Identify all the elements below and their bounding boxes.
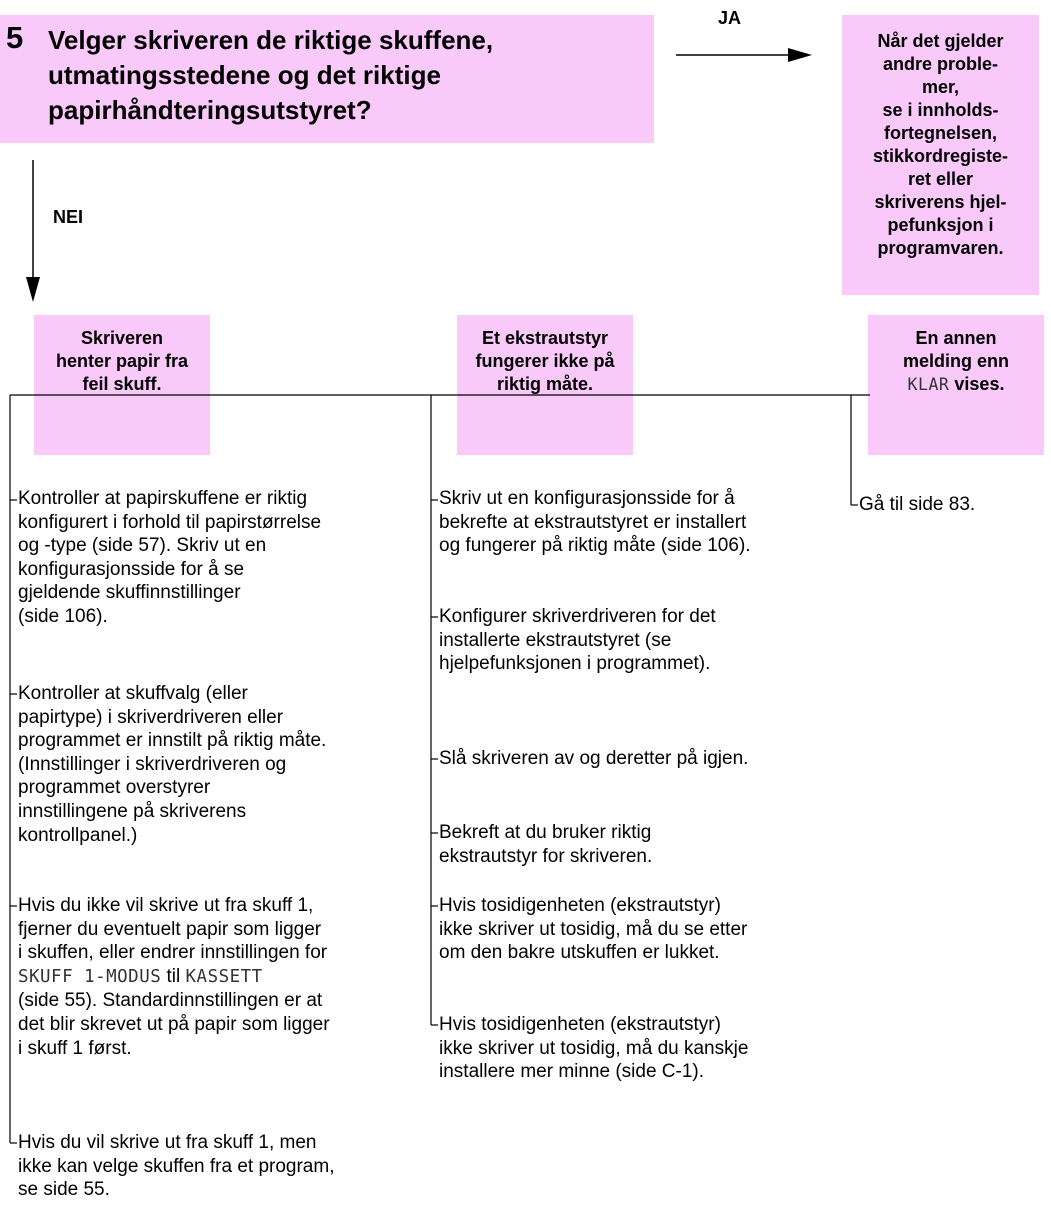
item-line: Konfigurer skriverdriveren for det bbox=[439, 606, 716, 627]
branch-title-line: melding enn bbox=[902, 351, 1009, 371]
item-line: kontrollpanel.) bbox=[18, 824, 138, 846]
item-config-page bbox=[439, 487, 751, 558]
status-code: KLAR bbox=[907, 375, 950, 394]
item-line: hjelpefunksjonen i programmet). bbox=[439, 653, 711, 675]
item-line: konfigurert i forhold til papirstørrelse bbox=[18, 511, 322, 533]
branch-title-line: fungerer ikke på bbox=[475, 351, 615, 371]
item-line: Gå til side 83. bbox=[859, 494, 976, 515]
item-line: (side 55). Standardinnstillingen er at bbox=[18, 990, 323, 1012]
item-line: gjeldende skuffinnstillinger bbox=[18, 582, 241, 604]
branch-title-line: feil skuff. bbox=[82, 374, 162, 394]
item-line: konfigurasjonsside for å se bbox=[18, 558, 245, 580]
yes-line: mer, bbox=[921, 77, 960, 97]
item-line: Hvis du vil skrive ut fra skuff 1, men bbox=[18, 1132, 317, 1153]
title-suffix: vises. bbox=[954, 374, 1005, 394]
item-line: og -type (side 57). Skriv ut en bbox=[18, 535, 267, 557]
branch-title-line: Et ekstrautstyr bbox=[481, 328, 609, 348]
yes-arrowhead bbox=[788, 48, 812, 62]
item-line: ikke skriver ut tosidig, må du se etter bbox=[439, 918, 748, 940]
item-line: se side 55. bbox=[18, 1179, 110, 1201]
item-line: i skuffen, eller endrer innstillingen for bbox=[18, 942, 328, 964]
yes-line: ret eller bbox=[907, 169, 974, 189]
item-line: (side 106). bbox=[18, 605, 108, 627]
item-line: ekstrautstyr for skriveren. bbox=[439, 845, 653, 867]
item-line: Slå skriveren av og deretter på igjen. bbox=[439, 748, 749, 769]
cassette-setting: KASSETT bbox=[185, 966, 263, 987]
yes-line: skriverens hjel- bbox=[874, 192, 1007, 212]
no-label: NEI bbox=[53, 207, 84, 227]
item-line: Bekreft at du bruker riktig bbox=[439, 822, 652, 843]
item-driver-config bbox=[439, 605, 716, 676]
yes-line: pefunksjon i bbox=[887, 215, 994, 235]
item-line: Kontroller at papirskuffene er riktig bbox=[18, 488, 308, 509]
item-tray1-mode bbox=[18, 894, 330, 1060]
item-line: (Innstillinger i skriverdriveren og bbox=[18, 753, 287, 775]
item-tray-select bbox=[18, 682, 326, 847]
yes-line: Når det gjelder bbox=[877, 31, 1004, 51]
item-tray1-program bbox=[18, 1131, 334, 1202]
item-line: innstillingene på skriverens bbox=[18, 800, 247, 822]
yes-line: se i innholds- bbox=[882, 100, 999, 120]
item-line: ikke kan velge skuffen fra et program, bbox=[18, 1155, 335, 1177]
item-line: papirtype) i skriverdriveren eller bbox=[18, 706, 284, 728]
item-duplex-memory bbox=[439, 1013, 748, 1084]
item-line: i skuff 1 først. bbox=[18, 1037, 132, 1059]
item-line: Hvis tosidigenheten (ekstrautstyr) bbox=[439, 1014, 721, 1035]
item-line: programmet overstyrer bbox=[18, 777, 211, 799]
item-line: programmet er innstilt på riktig måte. bbox=[18, 730, 327, 752]
yes-line: programvaren. bbox=[877, 238, 1004, 258]
question-line: Velger skriveren de riktige skuffene, bbox=[48, 25, 494, 55]
item-correct-accessory bbox=[439, 821, 652, 868]
item-word: til bbox=[166, 965, 181, 987]
item-line: Skriv ut en konfigurasjonsside for å bbox=[439, 488, 735, 509]
item-line: Kontroller at skuffvalg (eller bbox=[18, 683, 248, 704]
branch-title-line: henter papir fra bbox=[55, 351, 189, 371]
question-line: papirhåndteringsutstyret? bbox=[48, 95, 372, 125]
yes-line: andre proble- bbox=[882, 54, 998, 74]
item-tray-config bbox=[18, 487, 321, 629]
yes-line: stikkordregiste- bbox=[872, 146, 1009, 166]
item-line: om den bakre utskuffen er lukket. bbox=[439, 942, 720, 964]
branch-title-line: riktig måte. bbox=[496, 374, 594, 394]
question-line: utmatingsstedene og det riktige bbox=[48, 60, 441, 90]
item-line: bekrefte at ekstrautstyret er installert bbox=[439, 511, 747, 533]
item-goto-page bbox=[859, 493, 975, 517]
item-line bbox=[18, 965, 330, 990]
item-line: og fungerer på riktig måte (side 106). bbox=[439, 535, 751, 557]
item-line: fjerner du eventuelt papir som ligger bbox=[18, 918, 322, 940]
no-arrowhead bbox=[26, 277, 40, 302]
item-power-cycle bbox=[439, 747, 748, 771]
item-line: Hvis du ikke vil skrive ut fra skuff 1, bbox=[18, 895, 314, 916]
mode-setting: SKUFF 1-MODUS bbox=[18, 966, 162, 987]
yes-label: JA bbox=[718, 8, 742, 28]
branch-title-line: En annen bbox=[915, 328, 997, 348]
item-line: installerte ekstrautstyret (se bbox=[439, 629, 672, 651]
item-line: det blir skrevet ut på papir som ligger bbox=[18, 1013, 330, 1035]
step-number: 5 bbox=[6, 20, 24, 55]
item-duplex-bin bbox=[439, 894, 747, 965]
item-line: installere mer minne (side C-1). bbox=[439, 1061, 705, 1083]
item-line: ikke skriver ut tosidig, må du kanskje bbox=[439, 1037, 749, 1059]
item-line: Hvis tosidigenheten (ekstrautstyr) bbox=[439, 895, 721, 916]
branch-title-line: Skriveren bbox=[80, 328, 164, 348]
yes-line: fortegnelsen, bbox=[883, 123, 998, 143]
